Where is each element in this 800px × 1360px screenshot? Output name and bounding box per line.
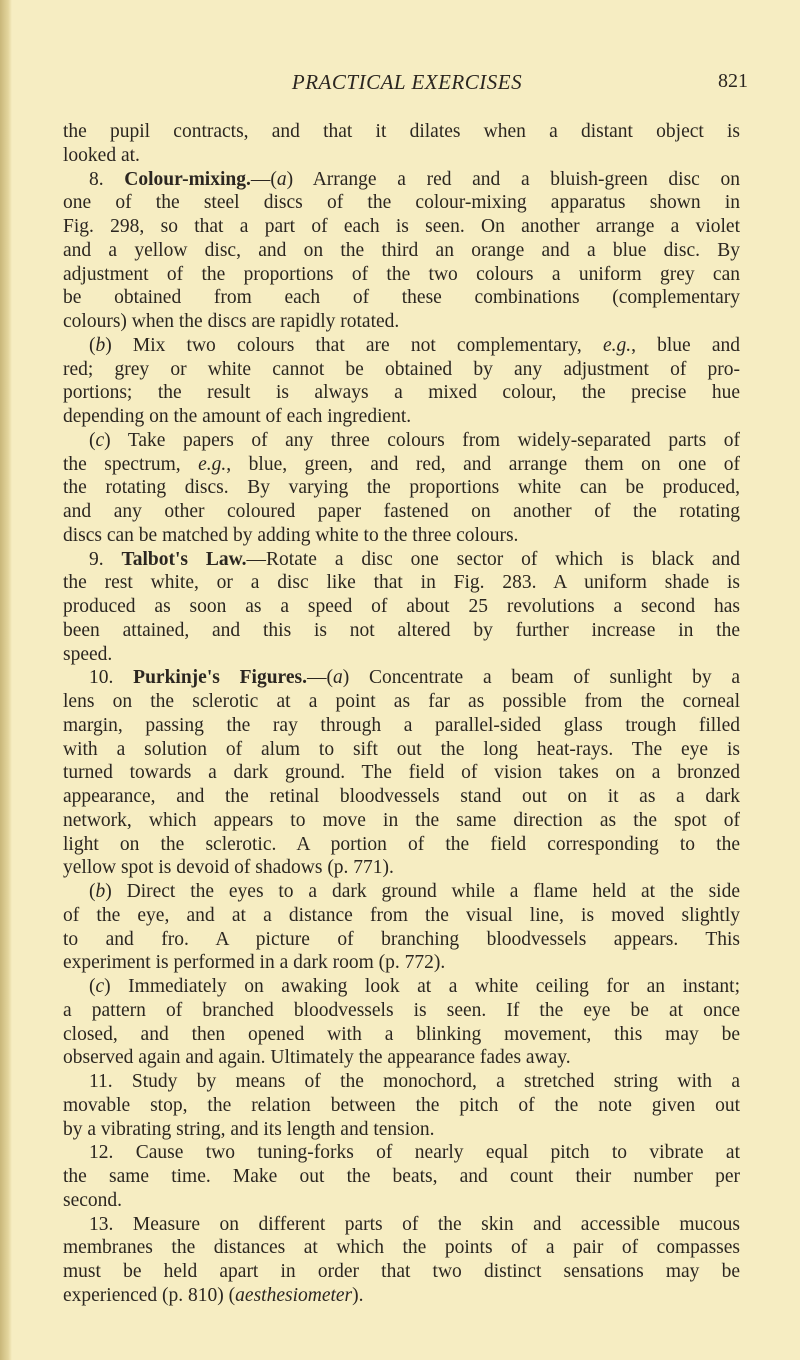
- text-segment: ) Take papers of any three colours from widely-separated parts of: [104, 429, 740, 451]
- text-segment: light on the sclerotic. A portion of the field corresponding to the: [63, 833, 740, 855]
- text-segment: ) Immediately on awaking look at a white ceiling for an instant;: [104, 976, 740, 997]
- paragraph: [63, 120, 740, 168]
- text-line: [63, 856, 740, 880]
- text-segment: red; grey or white cannot be obtained by any adjustment of pro-: [63, 358, 740, 380]
- text-line: [63, 310, 740, 334]
- paragraph: [63, 1070, 740, 1141]
- text-segment: must be held apart in order that two distinct sensations may be: [63, 1261, 740, 1282]
- running-head-title: PRACTICAL EXERCISES: [291, 70, 523, 94]
- text-line: [63, 120, 740, 144]
- text-segment: second.: [63, 1189, 123, 1211]
- text-line: [63, 429, 740, 453]
- text-line: [63, 999, 740, 1023]
- text-line: [63, 1213, 740, 1237]
- text-segment: produced as soon as a speed of about 25 revolutions a second has: [63, 596, 740, 617]
- bold-heading: Colour-mixing.: [124, 168, 251, 190]
- italic-text: b: [95, 881, 106, 902]
- text-segment: yellow spot is devoid of shadows (p. 771).: [63, 857, 394, 879]
- text-segment: 12. Cause two tuning-forks of nearly equal pitch to vibrate at: [89, 1142, 740, 1164]
- italic-text: e.g.: [198, 453, 227, 475]
- text-line: [63, 928, 740, 952]
- paragraph: [63, 429, 740, 548]
- paragraph: [63, 1213, 740, 1308]
- text-line: [63, 571, 740, 595]
- text-segment: ) Direct the eyes to a dark ground while a flame held at the side: [105, 881, 740, 902]
- text-segment: network, which appears to move in the same direction as the spot of: [63, 809, 740, 831]
- text-line: [63, 785, 740, 809]
- text-line: [63, 453, 740, 477]
- text-line: [63, 500, 740, 524]
- text-line: [63, 809, 740, 833]
- paragraph: [63, 168, 740, 334]
- page-number: 821: [718, 70, 748, 92]
- text-segment: one of the steel discs of the colour-mixing apparatus shown in: [63, 192, 740, 214]
- text-segment: 9.: [89, 548, 122, 570]
- text-segment: depending on the amount of each ingredient.: [63, 406, 412, 427]
- text-segment: movable stop, the relation between the pitch of the note given out: [63, 1094, 740, 1116]
- text-line: [63, 619, 740, 643]
- italic-text: a: [332, 667, 343, 689]
- text-segment: the same time. Make out the beats, and count their number per: [63, 1166, 740, 1187]
- text-line: [63, 1118, 740, 1142]
- text-segment: with a solution of alum to sift out the long heat-rays. The eye is: [63, 738, 740, 760]
- bold-heading: Purkinje's Figures.: [133, 667, 307, 689]
- text-line: [63, 1284, 740, 1308]
- text-segment: and a yellow disc, and on the third an orange and a blue disc. By: [63, 239, 740, 261]
- text-line: [63, 833, 740, 857]
- text-segment: membranes the distances at which the points of a pair of compasses: [63, 1237, 740, 1259]
- text-line: [63, 405, 740, 429]
- text-segment: ) Arrange a red and a bluish-green disc on: [286, 168, 741, 190]
- text-line: [63, 1165, 740, 1189]
- text-segment: the pupil contracts, and that it dilates when a distant object is: [63, 121, 740, 142]
- text-segment: by a vibrating string, and its length and tension.: [63, 1118, 435, 1140]
- text-line: [63, 761, 740, 785]
- text-segment: experiment is performed in a dark room (p. 772).: [63, 952, 446, 974]
- text-line: [63, 690, 740, 714]
- text-line: [63, 975, 740, 999]
- text-segment: been attained, and this is not altered by further increase in the: [63, 619, 740, 641]
- italic-text: a: [276, 168, 287, 190]
- text-segment: Fig. 298, so that a part of each is seen. On another arrange a violet: [63, 216, 740, 237]
- text-segment: lens on the sclerotic at a point as far as possible from the corneal: [63, 691, 740, 712]
- text-segment: , blue and: [631, 334, 740, 356]
- text-line: [63, 548, 740, 572]
- text-line: [63, 286, 740, 310]
- text-line: [63, 1260, 740, 1284]
- running-head: [0, 70, 800, 96]
- paragraph: [63, 975, 740, 1070]
- text-segment: closed, and then opened with a blinking movement, this may be: [63, 1023, 740, 1045]
- text-segment: 10.: [89, 667, 134, 689]
- text-segment: margin, passing the ray through a parallel-sided glass trough filled: [63, 714, 740, 736]
- paragraph: [63, 334, 740, 429]
- text-segment: appearance, and the retinal bloodvessels stand out on it as a dark: [63, 786, 740, 807]
- text-line: [63, 168, 740, 192]
- text-line: [63, 334, 740, 358]
- text-segment: observed again and again. Ultimately the appearance fades away.: [63, 1047, 571, 1069]
- text-line: [63, 595, 740, 619]
- text-line: [63, 358, 740, 382]
- page-binding-edge: [0, 0, 12, 1360]
- text-line: [63, 904, 740, 928]
- text-line: [63, 1046, 740, 1070]
- text-segment: of the eye, and at a distance from the visual line, is moved slightly: [63, 904, 740, 926]
- text-line: [63, 263, 740, 287]
- text-segment: to and fro. A picture of branching bloodvessels appears. This: [63, 928, 740, 950]
- text-segment: looked at.: [63, 144, 140, 166]
- text-segment: (: [89, 429, 96, 451]
- text-segment: the rotating discs. By varying the proportions white can be produced,: [63, 477, 740, 499]
- paragraph: [63, 1141, 740, 1212]
- text-segment: ) Concentrate a beam of sunlight by a: [342, 667, 740, 689]
- text-segment: and any other coloured paper fastened on another of the rotating: [63, 501, 740, 522]
- text-segment: ) Mix two colours that are not complementary,: [105, 334, 603, 356]
- text-line: [63, 738, 740, 762]
- text-segment: be obtained from each of these combinations (complementary: [63, 287, 740, 309]
- text-segment: ).: [352, 1284, 364, 1306]
- text-line: [63, 666, 740, 690]
- text-segment: the rest white, or a disc like that in Fig. 283. A uniform shade is: [63, 572, 740, 594]
- text-line: [63, 191, 740, 215]
- text-segment: adjustment of the proportions of the two colours a uniform grey can: [63, 263, 740, 285]
- text-line: [63, 215, 740, 239]
- italic-text: c: [95, 976, 105, 997]
- text-line: [63, 1023, 740, 1047]
- text-segment: a pattern of branched bloodvessels is seen. If the eye be at once: [63, 999, 740, 1021]
- italic-text: aesthesiometer: [235, 1284, 353, 1306]
- text-line: [63, 1094, 740, 1118]
- text-segment: turned towards a dark ground. The field of vision takes on a bronzed: [63, 762, 740, 784]
- italic-text: e.g.: [602, 334, 632, 356]
- text-segment: experienced (p. 810) (: [63, 1284, 236, 1306]
- text-segment: (: [89, 881, 96, 902]
- text-segment: —(: [306, 667, 333, 689]
- italic-text: c: [95, 429, 105, 451]
- text-segment: speed.: [63, 643, 113, 665]
- text-segment: 11. Study by means of the monochord, a stretched string with a: [89, 1071, 740, 1092]
- text-line: [63, 524, 740, 548]
- paragraph: [63, 666, 740, 880]
- text-segment: colours) when the discs are rapidly rotated.: [63, 311, 400, 332]
- body-text: [63, 120, 740, 1308]
- text-segment: discs can be matched by adding white to the three colours.: [63, 524, 519, 546]
- text-line: [63, 1141, 740, 1165]
- text-line: [63, 144, 740, 168]
- paragraph: [63, 880, 740, 975]
- text-segment: 13. Measure on different parts of the skin and accessible mucous: [89, 1213, 740, 1235]
- text-line: [63, 1070, 740, 1094]
- text-line: [63, 643, 740, 667]
- paragraph: [63, 548, 740, 667]
- text-segment: —(: [250, 168, 277, 190]
- text-line: [63, 714, 740, 738]
- text-line: [63, 880, 740, 904]
- text-segment: (: [89, 976, 96, 997]
- bold-heading: Talbot's Law.: [121, 548, 247, 570]
- text-segment: the spectrum,: [63, 453, 199, 475]
- text-segment: , blue, green, and red, and arrange them on one of: [226, 453, 740, 475]
- text-line: [63, 1189, 740, 1213]
- text-line: [63, 239, 740, 263]
- text-segment: (: [89, 334, 96, 356]
- text-segment: —Rotate a disc one sector of which is black and: [246, 548, 740, 570]
- italic-text: b: [95, 334, 106, 356]
- text-segment: portions; the result is always a mixed colour, the precise hue: [63, 382, 740, 404]
- text-segment: 8.: [89, 168, 125, 190]
- text-line: [63, 1236, 740, 1260]
- text-line: [63, 476, 740, 500]
- text-line: [63, 381, 740, 405]
- text-line: [63, 951, 740, 975]
